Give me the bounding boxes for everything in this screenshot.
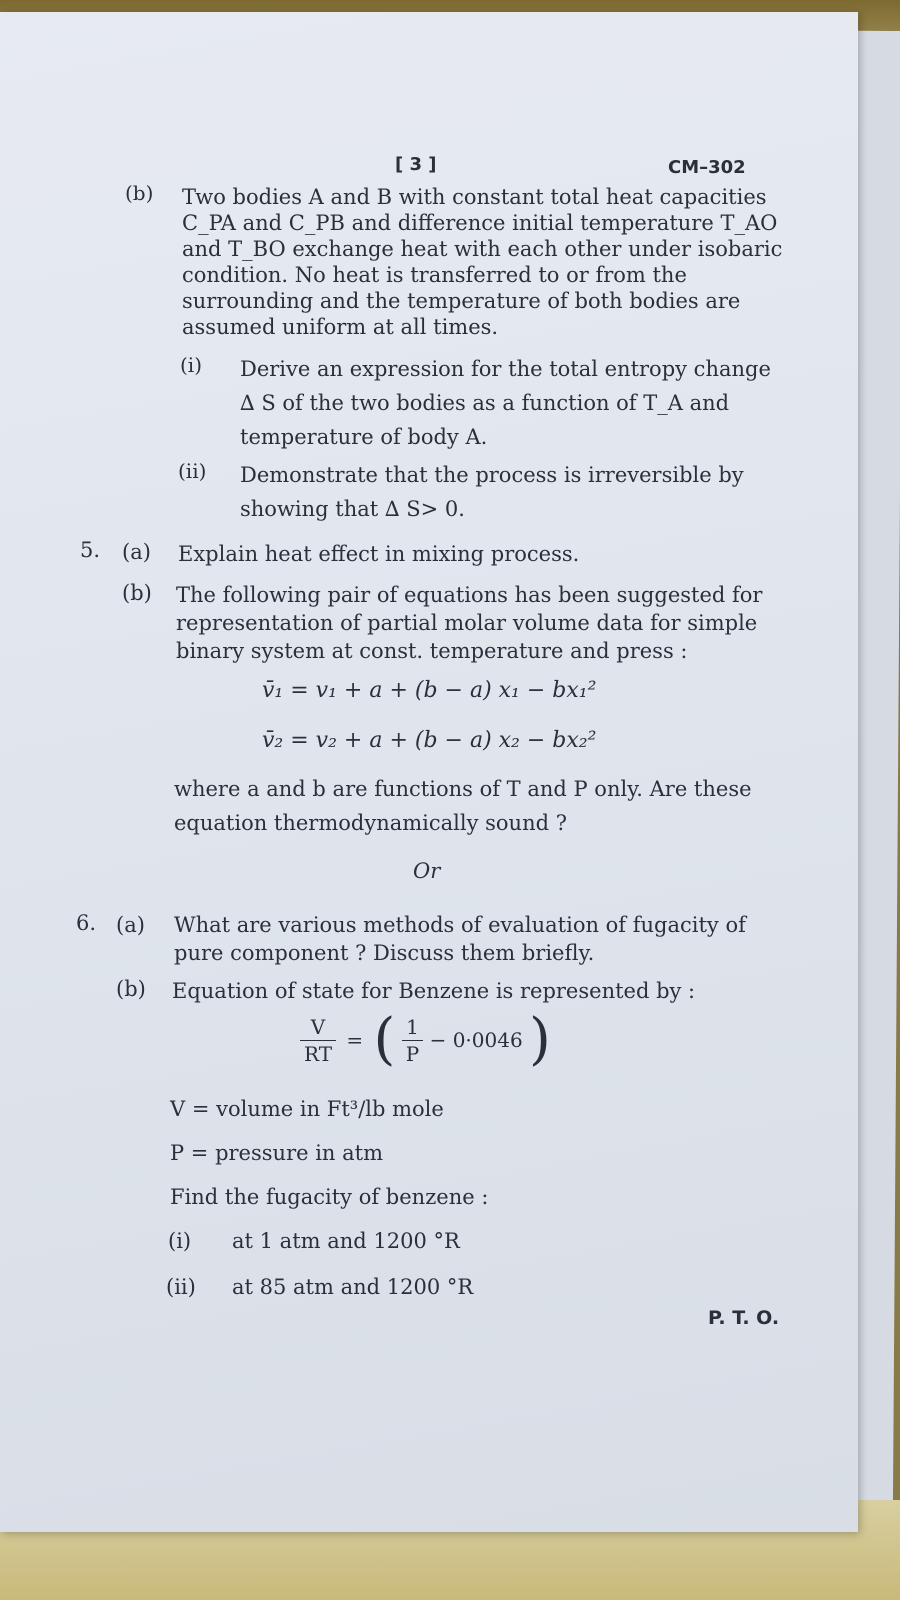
q5b-label: (b) — [122, 581, 152, 605]
definition-v: V = volume in Ft³/lb mole — [170, 1097, 444, 1121]
benzene-equation — [300, 1007, 551, 1082]
q5b-after-1: where a and b are functions of T and P only. Are these — [174, 777, 752, 801]
q4b-line-4: condition. No heat is transferred to or from the — [182, 263, 687, 287]
rhs-denominator: P — [405, 1041, 420, 1066]
q4b-i-line-3: temperature of body A. — [240, 425, 488, 449]
q4b-ii-line-1: Demonstrate that the process is irreversible by — [240, 463, 744, 487]
q6b-i-text: at 1 atm and 1200 °R — [232, 1229, 460, 1253]
q6b-text: Equation of state for Benzene is represented by : — [172, 979, 696, 1003]
right-paren: ) — [529, 1007, 551, 1072]
q6b-label: (b) — [116, 977, 146, 1001]
equation-v2: v̄₂ = v₂ + a + (b − a) x₂ − bx₂² — [262, 728, 597, 753]
q4b-line-3: and T_BO exchange heat with each other under isobaric — [182, 237, 783, 261]
q4b-line-2: C_PA and C_PB and difference initial temperature T_AO — [182, 211, 778, 235]
q5b-line-3: binary system at const. temperature and press : — [176, 639, 688, 663]
rhs-fraction — [402, 1014, 423, 1067]
q5b-line-2: representation of partial molar volume data for simple — [176, 611, 758, 635]
q5-number: 5. — [80, 538, 101, 562]
left-paren: ( — [373, 1007, 396, 1072]
rhs-constant: − 0·0046 — [429, 1028, 523, 1052]
please-turn-over: P. T. O. — [708, 1307, 780, 1329]
q4b-i-line-2: ∆ S of the two bodies as a function of T_A and — [240, 391, 730, 415]
lhs-fraction — [300, 1014, 336, 1067]
exam-page — [0, 12, 858, 1532]
q4b-ii-label: (ii) — [178, 459, 207, 483]
rhs-numerator: 1 — [402, 1014, 423, 1041]
q6-number: 6. — [76, 911, 97, 935]
q4b-i-line-1: Derive an expression for the total entropy change — [240, 357, 771, 381]
q5b-line-1: The following pair of equations has been suggested for — [176, 583, 763, 607]
lhs-denominator: RT — [304, 1041, 333, 1066]
page-number: [ 3 ] — [395, 154, 437, 175]
q6b-ii-text: at 85 atm and 1200 °R — [232, 1275, 474, 1299]
q5b-after-2: equation thermodynamically sound ? — [174, 811, 567, 835]
q6b-ii-label: (ii) — [166, 1275, 196, 1299]
q6a-line-1: What are various methods of evaluation of fugacity of — [174, 913, 746, 937]
q4b-line-5: surrounding and the temperature of both bodies are — [182, 289, 741, 313]
course-code: CM–302 — [668, 157, 746, 178]
q4b-i-label: (i) — [180, 353, 203, 377]
q4b-label: (b) — [125, 181, 154, 205]
q4b-ii-line-2: showing that ∆ S> 0. — [240, 497, 465, 521]
q6a-line-2: pure component ? Discuss them briefly. — [174, 941, 595, 965]
q4b-line-1: Two bodies A and B with constant total heat capacities — [182, 185, 767, 209]
q4b-line-6: assumed uniform at all times. — [182, 315, 499, 339]
find-prompt: Find the fugacity of benzene : — [170, 1185, 489, 1209]
q5a-text: Explain heat effect in mixing process. — [178, 542, 580, 566]
q6a-label: (a) — [116, 913, 145, 937]
equation-v1: v̄₁ = v₁ + a + (b − a) x₁ − bx₁² — [262, 678, 597, 703]
q5a-label: (a) — [122, 540, 151, 564]
equals-sign: = — [346, 1028, 364, 1052]
lhs-numerator: V — [300, 1014, 336, 1041]
q6b-i-label: (i) — [168, 1229, 192, 1253]
definition-p: P = pressure in atm — [170, 1141, 383, 1165]
or-divider: Or — [413, 859, 441, 883]
